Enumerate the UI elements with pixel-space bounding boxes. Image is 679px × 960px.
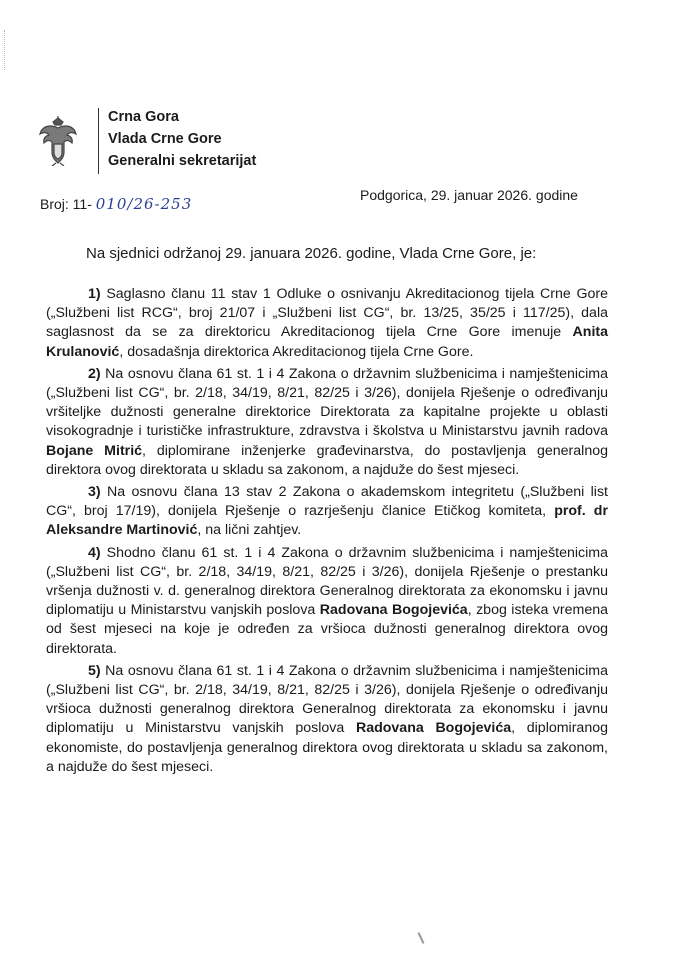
item-number: 3) — [88, 484, 101, 501]
item-number: 2) — [88, 365, 101, 382]
decision-item: 3) Na osnovu člana 13 stav 2 Zakona o akademskom integritetu („Službeni list CG“, broj 17/19), donijela Rješenje o razrješenju članice Etičkog komiteta, prof. dr Aleksandre Martinović, na lični zahtjev. — [46, 484, 608, 539]
person-name: Radovana Bogojevića — [355, 720, 512, 737]
reference-label: Broj: 11- — [40, 196, 92, 212]
country-name: Crna Gora — [108, 109, 179, 125]
decision-item: 4) Shodno članu 61 st. 1 i 4 Zakona o državnim službenicima i namještenicima („Službeni list CG“, br. 2/18, 34/19, 8/21, 82/25 i 3/26), donijela Rješenje o prestanku vršenja dužnosti v. d. generalnog direktora Generalnog direktorata za ekonomsku i javnu diplomatiju u Ministarstvu vanjskih poslova Radovana Bogojevića, zbog isteka vremena od šest mjeseci na koje je određen za vršioca dužnosti generalnog direktora ovog direktorata. — [46, 544, 608, 657]
handwritten-reference: 010/26-253 — [95, 195, 193, 213]
item-number: 1) — [88, 286, 101, 302]
person-name: prof. dr Aleksandre Martinović — [46, 503, 608, 539]
decision-item: 5) Na osnovu člana 61 st. 1 i 4 Zakona o državnim službenicima i namještenicima („Službeni list CG“, br. 2/18, 34/19, 8/21, 82/25 i 3/26), donijela Rješenje o određivanju vršioca dužnosti generalnog direktora Generalnog direktorata za ekonomsku i javnu diplomatiju u Ministarstvu vanjskih poslova Radovana Bogojevića, diplomiranog ekonomiste, do postavljenja generalnog direktora ovog direktorata u skladu sa zakonom, a najduže do šest mjeseci. — [46, 662, 608, 775]
person-name: Bojane Mitrić — [46, 442, 143, 459]
government-name: Vlada Crne Gore — [108, 131, 222, 147]
decisions-list — [46, 285, 608, 780]
coat-of-arms-icon — [38, 116, 78, 166]
person-name: Anita Krulanović — [46, 324, 608, 360]
item-number: 5) — [88, 662, 101, 679]
item-number: 4) — [88, 544, 101, 561]
decision-item: 2) Na osnovu člana 61 st. 1 i 4 Zakona o državnim službenicima i namještenicima („Službeni list CG“, br. 2/18, 34/19, 8/21, 82/25 i 3/26), donijela Rješenje o određivanju vršiteljke dužnosti generalne direktorice Direktorata za kapitalne projekte u oblasti visokogradnje i turističke infrastrukture, zdravstva i školstva u Ministarstvu javnih radova Bojane Mitrić, diplomirane inženjerke građevinarstva, do postavljenja generalnog direktora ovog direktorata u skladu sa zakonom, a najduže do šest mjeseci. — [46, 365, 608, 478]
decision-item: 1) Saglasno članu 11 stav 1 Odluke o osnivanju Akreditacionog tijela Crne Gore („Službeni list RCG“, broj 21/07 i „Službeni list CG“, br. 13/25, 35/25 i 117/25), dala saglasnost da se za direktoricu Akreditacionog tijela Crne Gore imenuje Anita Krulanović, dosadašnja direktorica Akreditacionog tijela Crne Gore. — [46, 286, 608, 360]
scan-mark — [4, 30, 13, 70]
reference-number — [40, 195, 192, 213]
intro-sentence: Na sjednici održanoj 29. januara 2026. godine, Vlada Crne Gore, je: — [86, 245, 537, 262]
secretariat-name: Generalni sekretarijat — [108, 153, 257, 169]
person-name: Radovana Bogojevića — [319, 602, 468, 619]
header-text — [108, 106, 256, 172]
place-date: Podgorica, 29. januar 2026. godine — [360, 187, 578, 203]
header-divider — [98, 108, 99, 174]
scan-mark — [418, 932, 425, 944]
